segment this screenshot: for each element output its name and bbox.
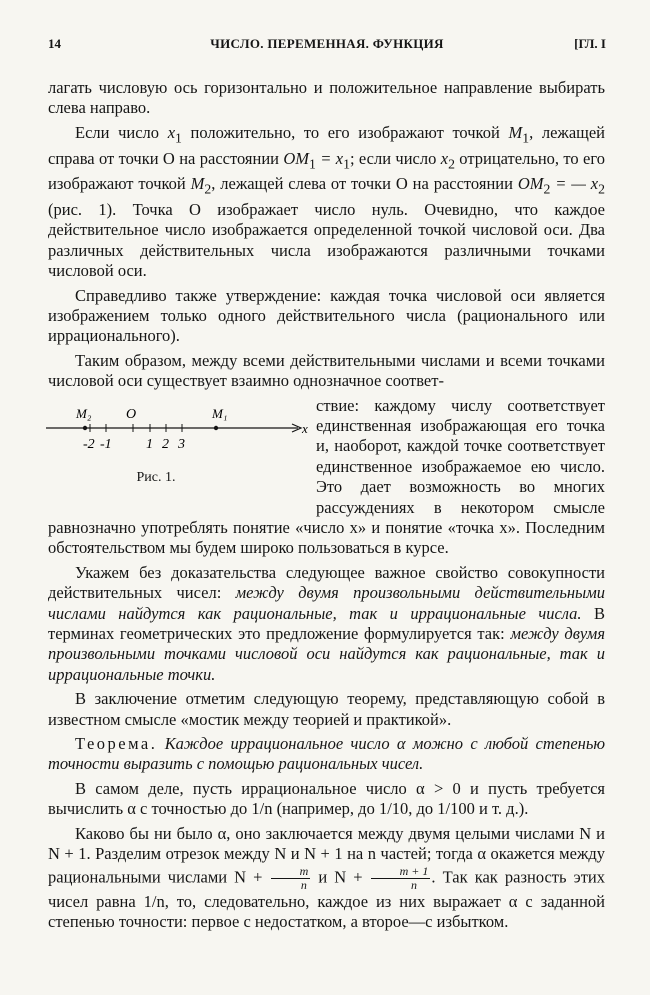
label-o: O — [126, 406, 137, 422]
point-m2 — [83, 425, 87, 429]
label-x: x — [302, 420, 308, 436]
tick-label-2: 2 — [162, 436, 169, 452]
tick-label-1: 1 — [146, 436, 153, 452]
paragraph-0: лагать числовую ось горизонтально и положительное направление выбирать слева направо. — [48, 78, 605, 118]
fraction-m1-over-n: $\frac{m + 1}{n}$ — [371, 865, 431, 892]
tick-label-minus-2: -2 — [83, 436, 95, 452]
paragraph-3-continued: ствие: каждому числу соответствует единственная изображающая его точка и, наоборот, каждой точке соответствует единственное изображаемое ею число. Это дает возможность во многих рассуждениях в некотором смысле равнозначно употреблять понятие «число x» и понятие «точка x». Последним обстоятельством мы будем широко пользоваться в курсе. — [48, 395, 605, 558]
figure-number-line — [46, 396, 308, 504]
page-body — [48, 78, 605, 936]
paragraph-4: Укажем без доказательства следующее важное свойство совокупности действительных чисел: между двумя произвольными действительными числами найдутся как рациональные, так и иррациональные числа. В терминах геометрических это предложение формулируется так: между двумя произвольными точками числовой оси найдутся как рациональные, так и иррациональные точки. — [48, 562, 606, 684]
fraction-m-over-n: $\frac{m}{n}$ — [271, 865, 311, 892]
label-m1: M₁ — [212, 405, 228, 421]
tick-label-minus-1: -1 — [100, 436, 112, 452]
theorem-text: Каждое иррациональное число α можно с любой степенью точности выразить с помощью рациональных чисел. — [48, 734, 605, 774]
running-title: ЧИСЛО. ПЕРЕМЕННАЯ. ФУНКЦИЯ — [210, 36, 444, 51]
number-line-svg — [46, 396, 308, 466]
paragraph-5: В заключение отметим следующую теорему, представляющую собой в известном смысле «мостик между теорией и практикой». — [48, 689, 605, 729]
paragraph-7: В самом деле, пусть иррациональное число α > 0 и пусть требуется вычислить α с точностью до 1/n (например, до 1/10, до 1/100 и т. д.). — [48, 778, 605, 819]
figure-caption: Рис. 1. — [136, 469, 176, 485]
paragraph-1: Если число $x_1$ положительно, то его изображают точкой $M_1$, лежащей справа от точки O на расстоянии $OM_1 = x_1$; если число $x_2$ отрицательно, то его изображают точкой $M_2$, лежащей слева от точки O на расстоянии $OM_2$ = — $x_2$ (рис. 1). Точка O изображает число нуль. Очевидно, что каждое действительное число изображается определенной точкой числовой оси. Два различных действительных числа изображаются различными точками числовой оси. — [48, 122, 605, 281]
paragraph-8: Каково бы ни было α, оно заключается между двумя целыми числами N и N + 1. Разделим отрезок между N и N + 1 на n частей; тогда α окажется между рациональными числами N + $\frac{m}{n}$ и N + $\frac{m + 1}{n}$ . Так как разность этих чисел равна 1/n, то, следовательно, каждое из них выражает α с заданной степенью точности: первое с недостатком, а второе—с избытком. — [48, 823, 605, 931]
tick-label-3: 3 — [178, 436, 185, 452]
paragraph-3: Таким образом, между всеми действительными числами и всеми точками числовой оси существует взаимно однозначное соответ- — [48, 350, 605, 391]
theorem-label: Теорема. — [75, 734, 158, 754]
theorem — [48, 734, 605, 775]
label-m2: M₂ — [76, 405, 92, 421]
point-m1 — [214, 425, 218, 429]
chapter-label: [ГЛ. I — [574, 36, 606, 51]
page-header — [48, 36, 606, 58]
paragraph-2: Справедливо также утверждение: каждая точка числовой оси является изображением только одного действительного числа (рационального или иррационального). — [48, 285, 605, 346]
page-number: 14 — [48, 36, 61, 51]
